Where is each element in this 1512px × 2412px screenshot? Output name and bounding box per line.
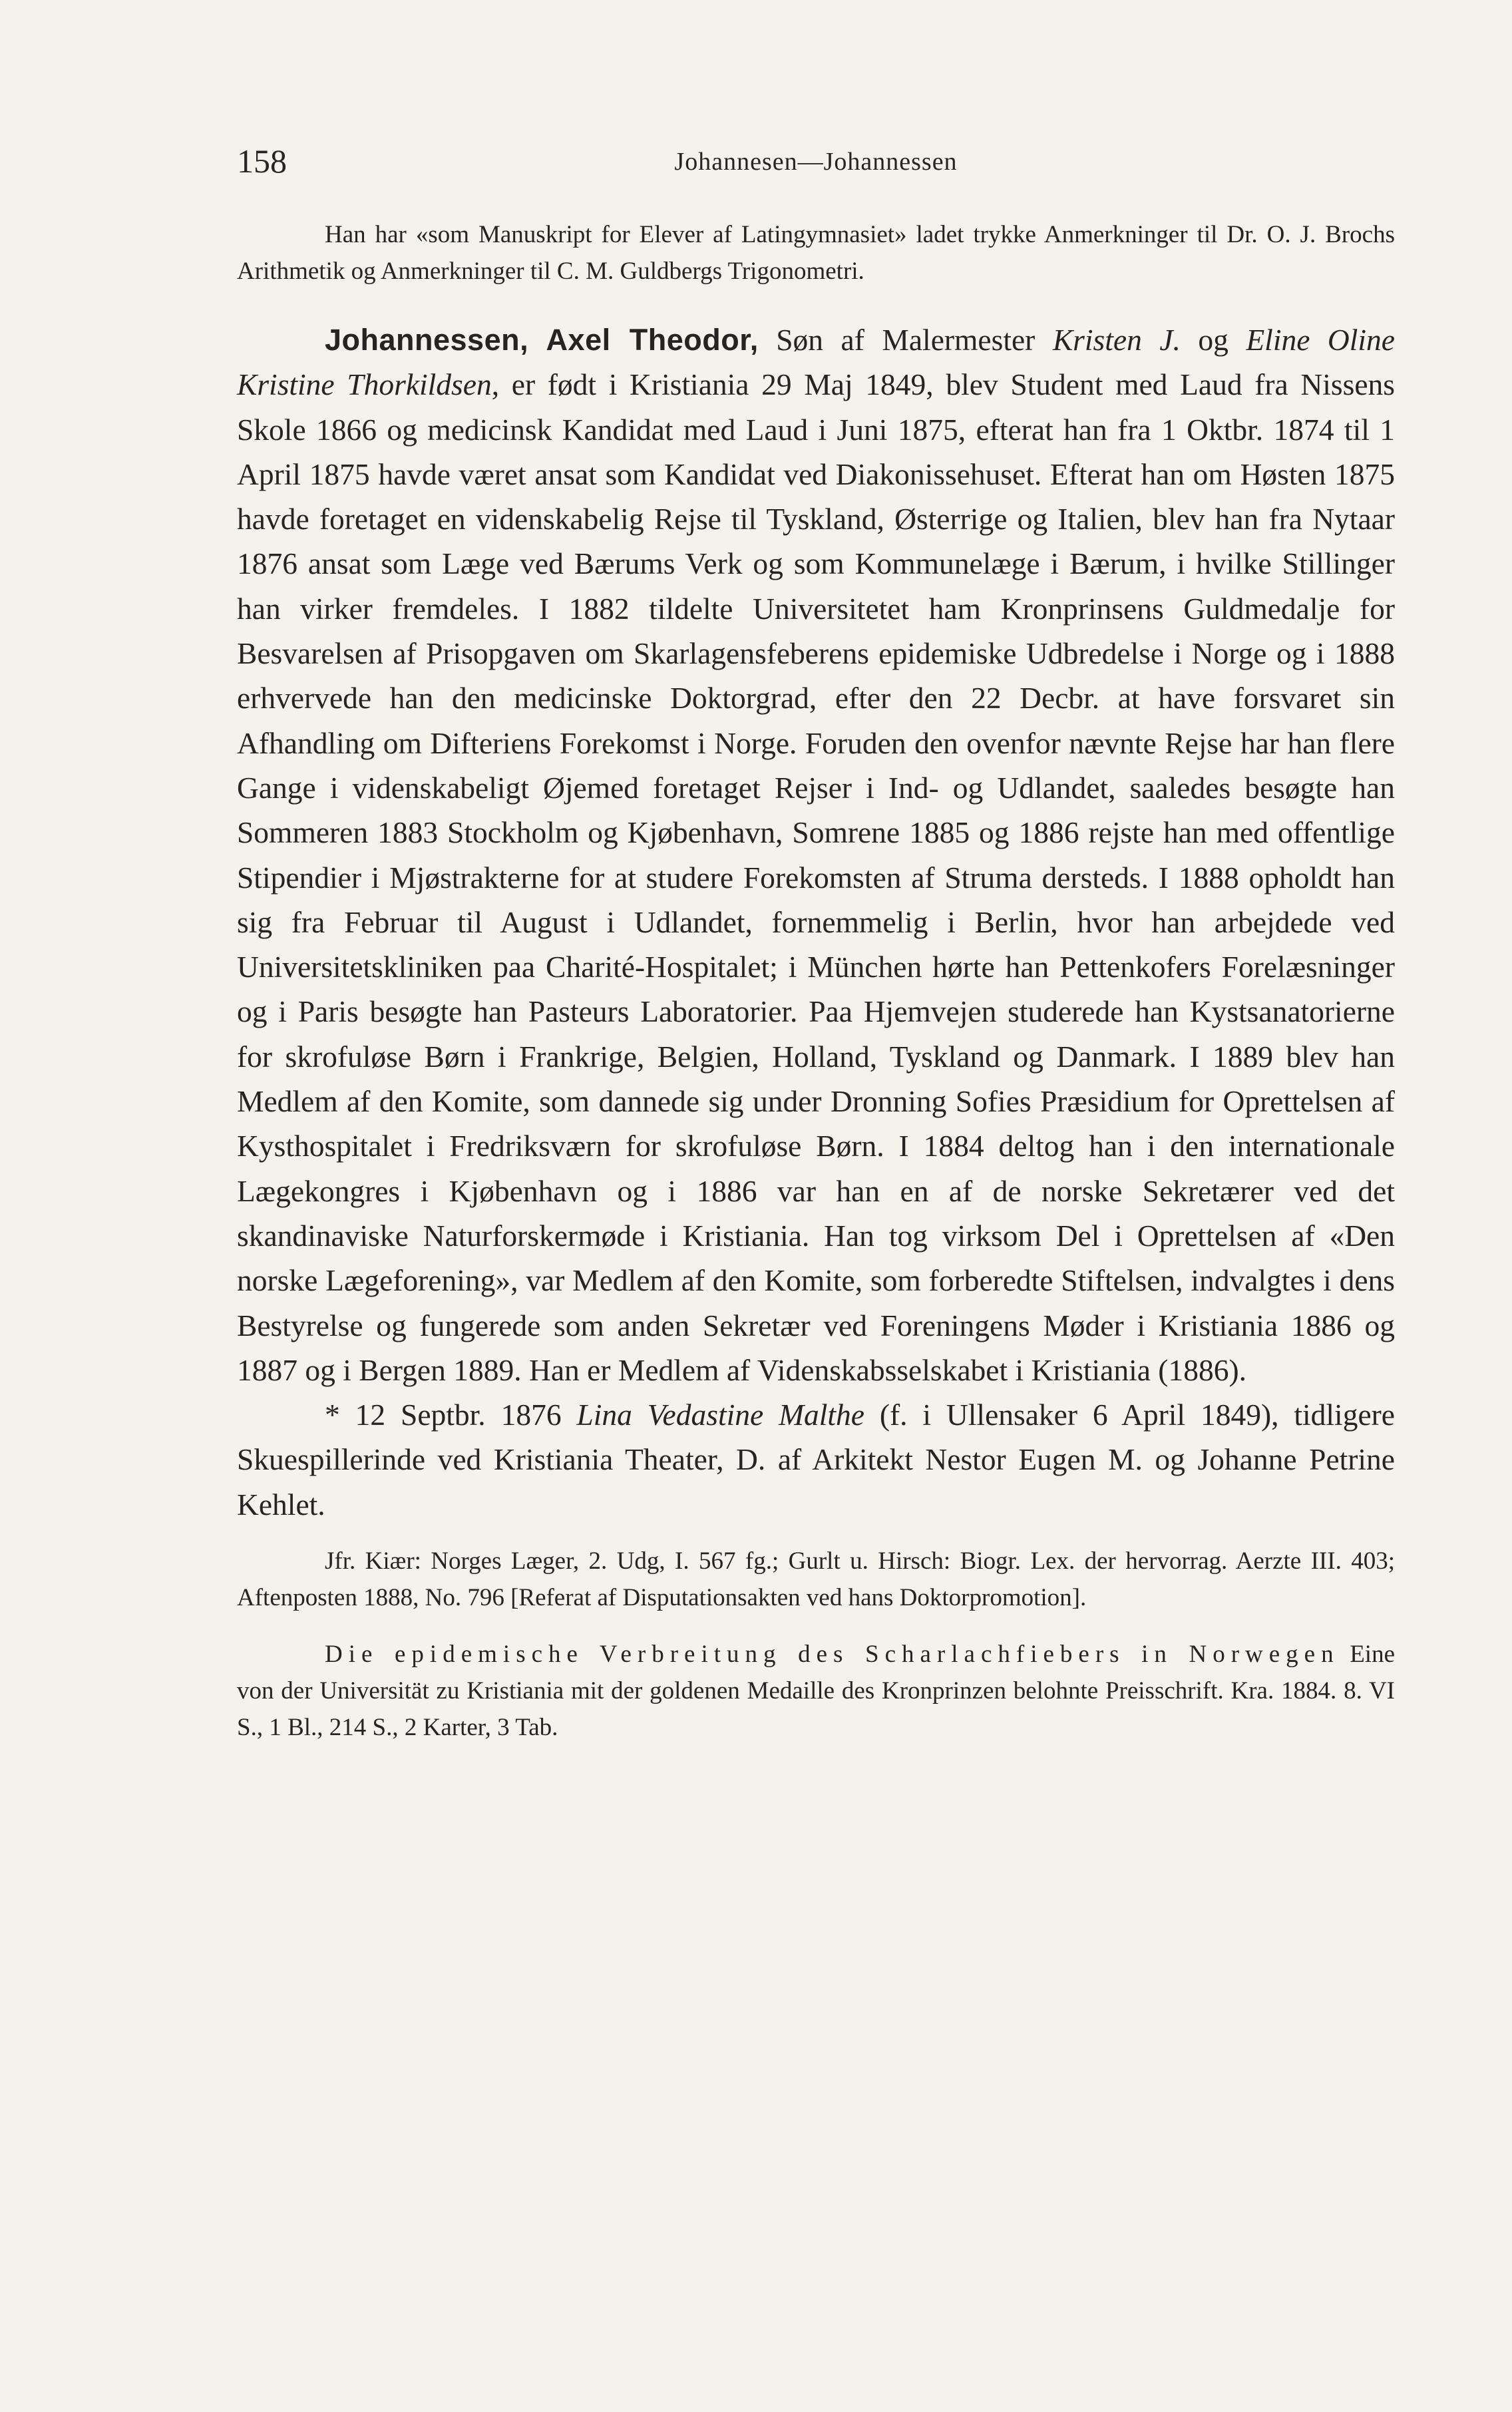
work-details: Eine von der Universität zu Kristiania mit der goldenen Medaille des Kronprinzen belohnte Preisschrift. Kra. 1884. 8. VI S., 1 Bl., 214 S., 2 Karter, 3 Tab. [237,1641,1395,1742]
previous-entry-text: Han har «som Manuskript for Elever af Latingymnasiet» ladet trykke Anmerkninger til Dr. O. J. Brochs Arithmetik og Anmerkninger til C. M. Guldbergs Trigonometri. [237,221,1395,285]
references-paragraph: Jfr. Kiær: Norges Læger, 2. Udg, I. 567 fg.; Gurlt u. Hirsch: Biogr. Lex. der hervorrag. Aerzte III. 403; Aftenposten 1888, No. 796 [Referat af Disputationsakten ved hans Doktorpromotion]. [237,1547,1395,1612]
entry-intro-2: og [1180,323,1246,357]
biography-entry [237,317,1395,1392]
marriage-rest: (f. i Ullensaker 6 April 1849), tidligere Skuespillerinde ved Kristiania Theater, D. af Arkitekt Nestor Eugen M. og Johanne Petrine Kehlet. [237,1398,1395,1521]
spouse-name: Lina Vedastine Malthe [576,1398,864,1432]
works-paragraph [237,1636,1395,1746]
running-head: Johannesen—Johannessen [674,148,958,176]
page-header [237,141,1395,181]
entry-intro-1: Søn af Malermester [758,323,1053,357]
entry-body: , er født i Kristiania 29 Maj 1849, blev Student med Laud fra Nissens Skole 1866 og medicinsk Kandidat med Laud i Juni 1875, efterat han fra 1 Oktbr. 1874 til 1 April 1875 havde været ansat som Kandidat ved Diakonissehuset. Efterat han om Høsten 1875 havde foretaget en videnskabelig Rejse til Tyskland, Østerrige og Italien, blev han fra Nytaar 1876 ansat som Læge ved Bærums Verk og som Kommunelæge i Bærum, i hvilke Stillinger han virker fremdeles. I 1882 tildelte Universitetet ham Kronprinsens Guldmedalje for Besvarelsen af Prisopgaven om Skarlagensfeberens epidemiske Udbredelse i Norge og i 1888 erhvervede han den medicinske Doktorgrad, efter den 22 Decbr. at have forsvaret sin Afhandling om Difteriens Forekomst i Norge. Foruden den ovenfor nævnte Rejse har han flere Gange i videnskabeligt Øjemed foretaget Rejser i Ind- og Udlandet, saaledes besøgte han Sommeren 1883 Stockholm og Kjøbenhavn, Somrene 1885 og 1886 rejste han med offentlige Stipendier i Mjøstrakterne for at studere Forekomsten af Struma dersteds. I 1888 opholdt han sig fra Februar til August i Udlandet, fornemmelig i Berlin, hvor han arbejdede ved Universitetskliniken paa Charité-Hospitalet; i München hørte han Pettenkofers Forelæsninger og i Paris besøgte han Pasteurs Laboratorier. Paa Hjemvejen studerede han Kystsanatorierne for skrofuløse Børn i Frankrige, Belgien, Holland, Tyskland og Danmark. I 1889 blev han Medlem af den Komite, som dannede sig under Dronning Sofies Præsidium for Oprettelsen af Kysthospitalet i Fredriksværn for skrofuløse Børn. I 1884 deltog han i den internationale Lægekongres i Kjøbenhavn og i 1886 var han en af de norske Sekretærer ved det skandinaviske Naturforskermøde i Kristiania. Han tog virksom Del i Oprettelsen af «Den norske Lægeforening», var Medlem af den Komite, som forberedte Stiftelsen, indvalgtes i dens Bestyrelse og fungerede som anden Sekretær ved Foreningens Møder i Kristiania 1886 og 1887 og i Bergen 1889. Han er Medlem af Videnskabsselskabet i Kristiania (1886). [237,367,1395,1387]
marriage-prefix: * 12 Septbr. 1876 [325,1398,577,1432]
mother-name: Eline Oline Kristine Thorkildsen [237,323,1395,402]
work-title: Die epidemische Verbreitung des Scharlachfiebers in Norwegen [325,1641,1340,1669]
father-name: Kristen J. [1052,323,1181,357]
page-content [237,216,1395,1746]
marriage-paragraph [237,1392,1395,1527]
entry-headword: Johannessen, Axel Theodor, [325,323,759,357]
page-number: 158 [237,142,287,180]
